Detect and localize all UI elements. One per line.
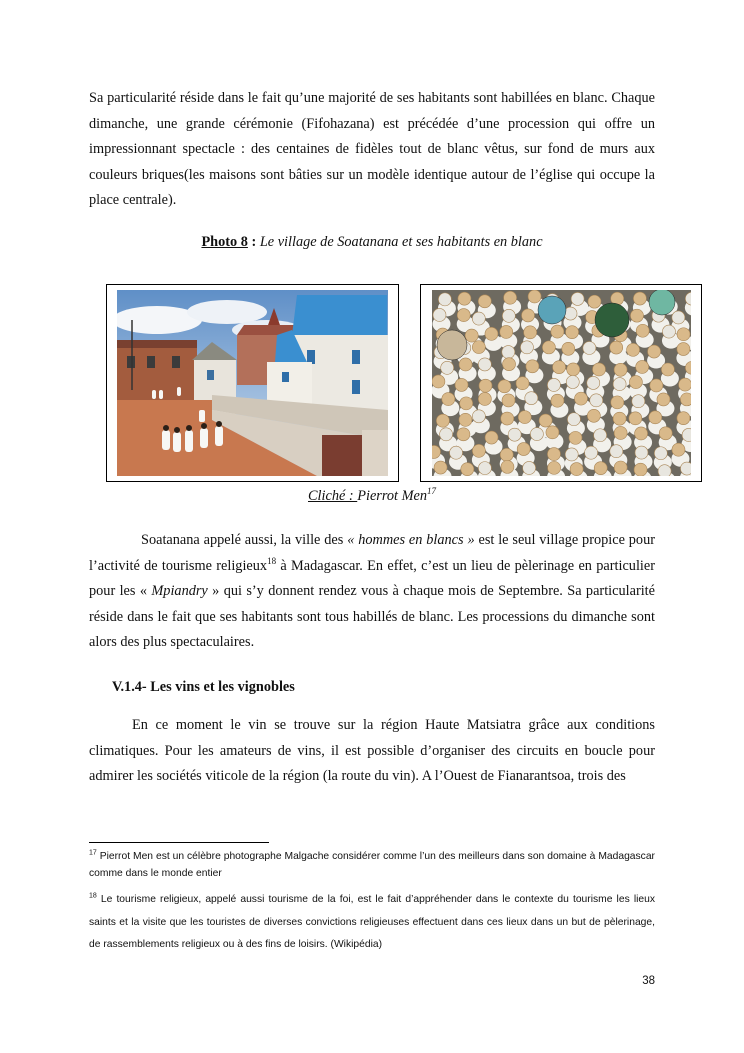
footnote-17-text: Pierrot Men est un célèbre photographe Malgache considérer comme l’un des meilleurs dans son domaine à Madagascar comme dans le monde entier bbox=[89, 851, 655, 879]
intro-paragraph: Sa particularité réside dans le fait qu’une majorité de ses habitants sont habillées en blanc. Chaque dimanche, une grande cérémonie (Fifohazana) est précédée d’une procession qui offre un impressionnant spectacle : des centaines de fidèles tout de blanc vêtus, sur fond de murs aux couleurs briques(les maisons sont bâties sur un modèle identique autour de l’église qui occupe la place centrale). bbox=[89, 90, 655, 208]
photo-caption bbox=[0, 234, 744, 251]
crowd-illustration bbox=[432, 290, 691, 476]
p2-text-a: Soatanana appelé aussi, la ville des bbox=[141, 532, 348, 548]
caption-label: Photo 8 bbox=[201, 234, 248, 250]
village-illustration bbox=[117, 290, 388, 476]
crowd-photo bbox=[432, 290, 691, 476]
credit-footnote-ref: 17 bbox=[426, 486, 436, 497]
p2-text-b: est le seul village propice pour l’activité de tourisme religieux bbox=[89, 532, 655, 574]
footnote-18-number: 18 bbox=[89, 892, 97, 900]
credit-author: Pierrot Men bbox=[357, 488, 427, 504]
footnote-17 bbox=[89, 849, 655, 882]
section-heading: V.1.4- Les vins et les vignobles bbox=[112, 679, 295, 695]
footnote-separator bbox=[89, 842, 269, 843]
page-number: 38 bbox=[642, 975, 655, 987]
village-photo bbox=[117, 290, 388, 476]
photo-credit bbox=[0, 488, 744, 505]
p2-footnote-ref: 18 bbox=[267, 555, 277, 566]
credit-label: Cliché : bbox=[308, 488, 358, 504]
footnote-17-number: 17 bbox=[89, 849, 97, 857]
p2-quote: « hommes en blancs » bbox=[347, 532, 475, 548]
footnote-18 bbox=[89, 889, 655, 957]
photo-frame-crowd bbox=[420, 284, 702, 482]
soatanana-paragraph bbox=[89, 528, 655, 656]
footnote-18-text: Le tourisme religieux, appelé aussi tourisme de la foi, est le fait d’appréhender dans le contexte du tourisme les lieux saints et la visite que les touristes de diverses convictions religieuses effectuent dans ces lieux dans un but de pèlerinage, de rassemblements religieux ou à des fins de loisirs. (Wikipédia) bbox=[89, 894, 655, 950]
wine-paragraph: En ce moment le vin se trouve sur la région Haute Matsiatra grâce aux conditions climatiques. Pour les amateurs de vins, il est possible d’organiser des circuits en boucle pour admirer les sociétés viticole de la région (la route du vin). A l’Ouest de Fianarantsoa, trois des bbox=[89, 717, 655, 784]
photo-frame-village bbox=[106, 284, 399, 482]
caption-text: Le village de Soatanana et ses habitants en blanc bbox=[259, 234, 543, 250]
p2-text-d: » qui s’y donnent rendez vous à chaque mois de Septembre. Sa particularité réside dans le fait que ses habitants sont tous habillés de blanc. Les processions du dimanche sont alors des plus spectaculaires. bbox=[89, 583, 655, 650]
caption-colon: : bbox=[247, 234, 260, 250]
p2-text-c: à Madagascar. En effet, c’est un lieu de pèlerinage en particulier pour les « bbox=[89, 557, 656, 599]
p2-mpiandry: Mpiandry bbox=[151, 583, 208, 599]
